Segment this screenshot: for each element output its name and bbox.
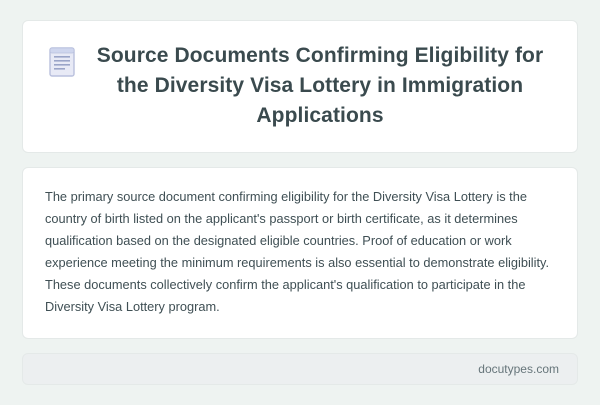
content-card	[22, 167, 578, 339]
footer-bar	[22, 353, 578, 385]
page-title: Source Documents Confirming Eligibility for the Diversity Visa Lottery in Immigration Applications	[96, 44, 544, 127]
body-paragraph: The primary source document confirming eligibility for the Diversity Visa Lottery is the country of birth listed on the applicant's passport or birth certificate, as it determines qualification based on the designated eligible countries. Proof of education or work experience meeting the minimum requirements is also essential to demonstrate eligibility. These documents collectively confirm the applicant's qualification to participate in the Diversity Visa Lottery program.	[45, 189, 550, 315]
header-card	[22, 20, 578, 153]
site-label: docutypes.com	[478, 362, 559, 377]
document-icon	[49, 47, 75, 77]
